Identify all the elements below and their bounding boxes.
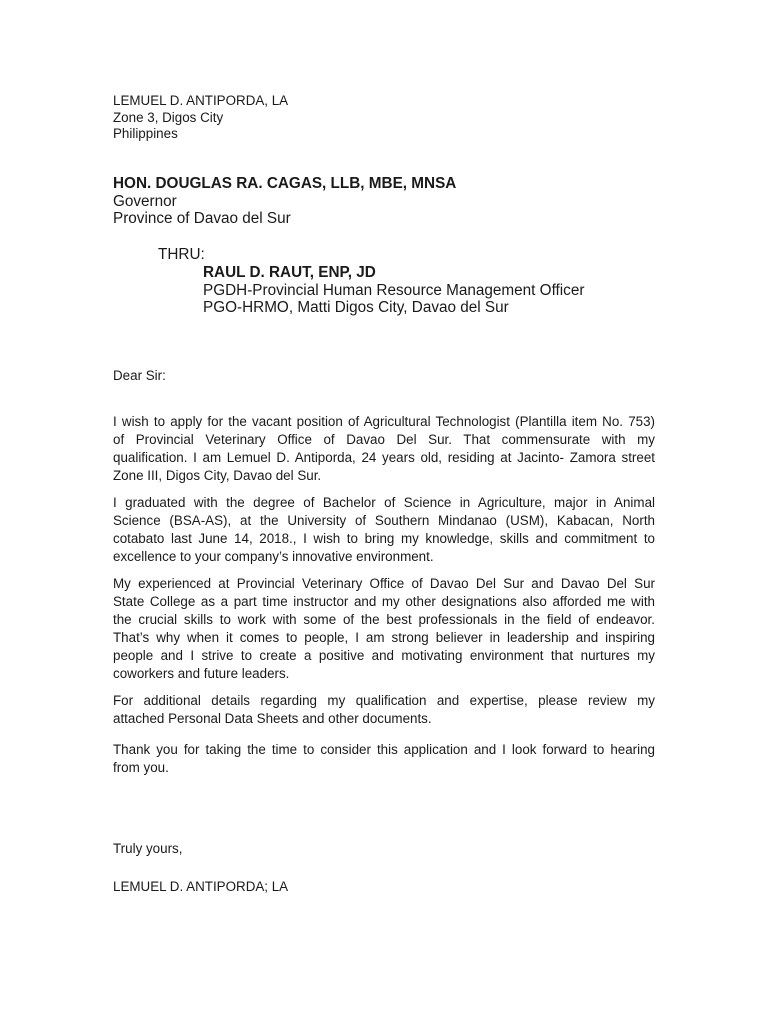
- paragraph-line: I wish to apply for the vacant position of Agricultural Technologist (Plantilla item No. 753): [113, 414, 655, 429]
- thru-office: PGO-HRMO, Matti Digos City, Davao del Sur: [203, 299, 509, 316]
- sender-address-line1: Zone 3, Digos City: [113, 109, 224, 125]
- paragraph-line: For additional details regarding my qualification and expertise, please review my: [113, 693, 655, 708]
- paragraph-line: attached Personal Data Sheets and other documents.: [113, 710, 432, 726]
- salutation-block: [113, 368, 655, 385]
- paragraph-line: Zone III, Digos City, Davao del Sur.: [113, 467, 322, 483]
- paragraph-line: the crucial skills to work with some of the best professionals in the field of endeavor.: [113, 611, 655, 627]
- paragraph-line: I graduated with the degree of Bachelor of Science in Agriculture, major in Animal: [113, 495, 655, 510]
- sender-block: [113, 93, 655, 143]
- body-paragraph-1: [113, 413, 655, 485]
- body-paragraph-2: [113, 494, 655, 566]
- thru-block: [203, 264, 663, 317]
- recipient-block: [113, 175, 655, 228]
- paragraph-line: State College as a part time instructor and my other designations also afforded me with: [113, 593, 655, 609]
- thru-label-block: [158, 246, 658, 264]
- paragraph-line: coworkers and future leaders.: [113, 665, 290, 681]
- recipient-title: Governor: [113, 192, 177, 210]
- paragraph-line: cotabato last June 14, 2018., I wish to bring my knowledge, skills and commitment to: [113, 530, 655, 546]
- recipient-office: Province of Davao del Sur: [113, 210, 291, 227]
- paragraph-line: excellence to your company’s innovative environment.: [113, 548, 434, 564]
- body-paragraph-3: [113, 575, 655, 682]
- body-paragraph-5: [113, 741, 655, 777]
- paragraph-line: qualification. I am Lemuel D. Antiporda, 24 years old, residing at Jacinto- Zamora street: [113, 449, 655, 465]
- paragraph-line: of Provincial Veterinary Office of Davao Del Sur. That commensurate with my: [113, 431, 655, 447]
- paragraph-line: people and I strive to create a positive and motivating environment that nurtures my: [113, 647, 655, 663]
- thru-name: RAUL D. RAUT, ENP, JD: [203, 264, 376, 281]
- sender-name: LEMUEL D. ANTIPORDA, LA: [113, 93, 289, 108]
- signature-block: [113, 879, 655, 896]
- signature-name: LEMUEL D. ANTIPORDA; LA: [113, 879, 289, 894]
- paragraph-line: That’s why when it comes to people, I am strong believer in leadership and inspiring: [113, 629, 655, 645]
- paragraph-line: from you.: [113, 759, 169, 775]
- thru-position: PGDH-Provincial Human Resource Management Officer: [203, 281, 585, 299]
- paragraph-line: My experienced at Provincial Veterinary Office of Davao Del Sur and Davao Del Sur: [113, 576, 655, 591]
- sender-address-line2: Philippines: [113, 126, 178, 141]
- paragraph-line: Thank you for taking the time to consider this application and I look forward to hearing: [113, 742, 655, 757]
- recipient-name: HON. DOUGLAS RA. CAGAS, LLB, MBE, MNSA: [113, 175, 457, 192]
- closing-block: [113, 841, 655, 858]
- salutation: Dear Sir:: [113, 368, 166, 383]
- thru-label: THRU:: [158, 246, 205, 263]
- paragraph-line: Science (BSA-AS), at the University of Southern Mindanao (USM), Kabacan, North: [113, 512, 655, 528]
- body-paragraph-4: [113, 692, 655, 728]
- closing: Truly yours,: [113, 841, 183, 856]
